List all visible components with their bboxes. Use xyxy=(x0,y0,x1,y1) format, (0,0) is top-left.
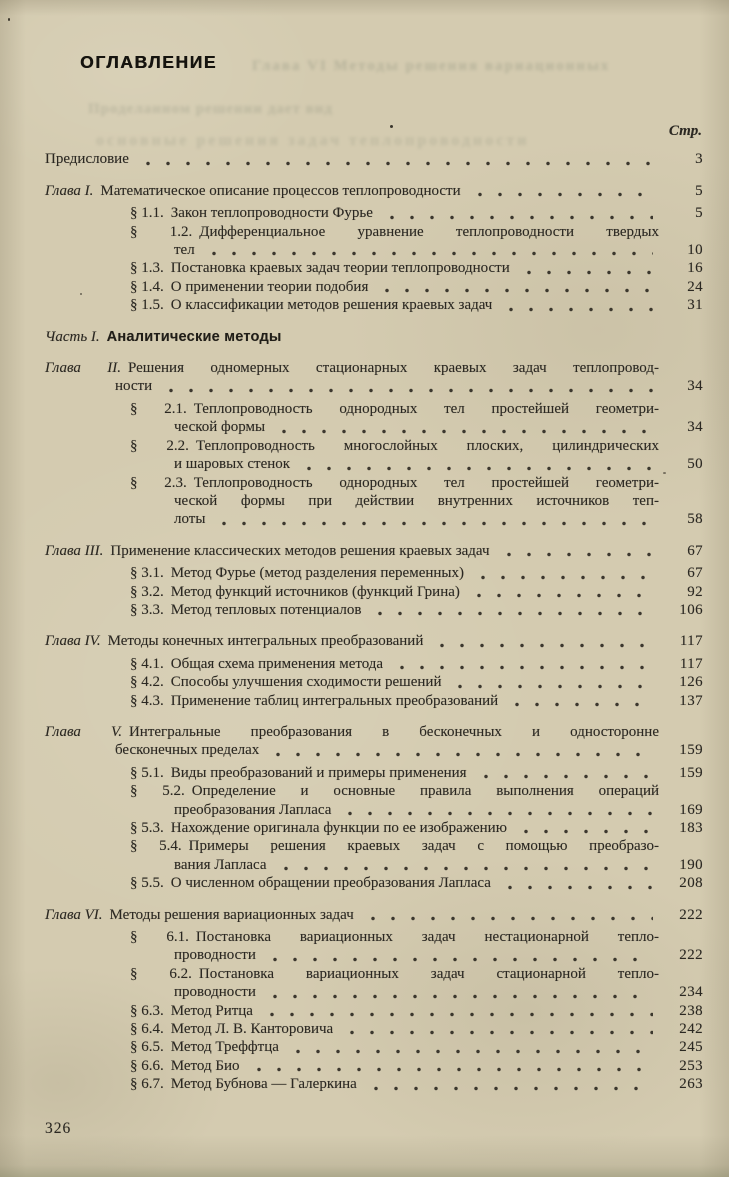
dot-leader xyxy=(473,575,653,580)
toc-entry-text xyxy=(130,400,659,418)
toc-group xyxy=(45,906,703,1094)
toc-section-entry xyxy=(45,1038,703,1056)
toc-page-number: 190 xyxy=(679,856,703,873)
toc-entry-title: Методы конечных интегральных преобразований xyxy=(107,633,424,650)
toc-chapter-entry xyxy=(45,632,703,650)
toc-line xyxy=(130,837,703,855)
toc-entry-title: лоты xyxy=(174,511,206,528)
toc-line xyxy=(130,1002,703,1020)
toc-entry-title: Теплопроводность однородных тел простейшей геометри- xyxy=(193,474,659,491)
toc-entry-title: Виды преобразований и примеры применения xyxy=(170,764,467,781)
toc-page-number: 58 xyxy=(687,511,703,528)
toc-line xyxy=(45,150,703,168)
toc-entry-title: Способы улучшения сходимости решений xyxy=(170,674,442,691)
toc-entry-text xyxy=(130,601,361,619)
toc-section-entry xyxy=(45,819,703,837)
toc-entry-title: Метод Бубнова — Галеркина xyxy=(170,1076,357,1093)
toc-entry-prefix: § 6.7. xyxy=(130,1076,164,1093)
toc-line xyxy=(130,1075,703,1093)
toc-page-number: 234 xyxy=(679,984,703,1001)
dot-leader xyxy=(214,521,653,526)
toc-line xyxy=(130,1038,703,1056)
toc-line xyxy=(130,204,703,222)
toc-line xyxy=(45,906,703,924)
toc-section-entry xyxy=(45,1002,703,1020)
toc-entry-title: Метод Био xyxy=(170,1057,240,1074)
toc-entry-prefix: § 2.1. xyxy=(130,400,187,417)
toc-entry-text xyxy=(45,359,659,377)
toc-page-number: 106 xyxy=(679,601,703,618)
toc-section-entry xyxy=(45,296,703,314)
bleed-through-line: основные решения задач теплопроводности xyxy=(96,132,530,149)
toc-group xyxy=(45,542,703,620)
toc-line xyxy=(130,819,703,837)
toc-entry-prefix: Глава II. xyxy=(45,360,121,377)
toc-page-number: 253 xyxy=(679,1057,703,1074)
toc-entry-prefix: § 1.3. xyxy=(130,260,164,277)
toc-entry-text xyxy=(130,564,464,582)
toc-sections xyxy=(45,564,703,619)
toc-group xyxy=(45,632,703,710)
toc-plain-entry xyxy=(45,150,703,168)
toc-entry-prefix: Глава VI. xyxy=(45,906,103,923)
toc-entry-text xyxy=(45,906,354,924)
dot-leader xyxy=(274,429,653,434)
toc-entry-text xyxy=(130,223,659,241)
toc-line xyxy=(45,359,703,377)
toc-entry-text xyxy=(174,946,256,964)
toc-entry-text xyxy=(174,241,195,259)
dot-leader xyxy=(469,593,653,598)
toc-line xyxy=(130,492,703,510)
toc-entry-title: Теплопроводность многослойных плоских, цилиндрических xyxy=(195,437,659,454)
toc-entry-title: О численном обращении преобразования Лапласа xyxy=(170,875,491,892)
toc-entry-text xyxy=(130,1020,333,1038)
toc-page-number: 263 xyxy=(679,1076,703,1093)
toc-entry-title: Аналитические методы xyxy=(106,328,282,345)
toc-page-number: 126 xyxy=(679,674,703,691)
toc-page-number: 67 xyxy=(687,542,703,559)
toc-page-number: 117 xyxy=(679,633,703,650)
toc-chapter-entry xyxy=(45,359,703,396)
dot-leader xyxy=(519,270,653,275)
dot-leader xyxy=(382,215,653,220)
dot-leader xyxy=(204,251,653,256)
toc-entry-text xyxy=(45,542,490,560)
dot-leader xyxy=(265,994,653,999)
toc-section-entry xyxy=(45,223,703,260)
toc-entry-text xyxy=(130,965,659,983)
toc-entry-prefix: § 5.4. xyxy=(130,838,182,855)
toc-page-number: 245 xyxy=(679,1039,703,1056)
toc-section-entry xyxy=(45,278,703,296)
dot-leader xyxy=(432,643,653,648)
dot-leader xyxy=(392,665,653,670)
toc-entry-title: тел xyxy=(174,242,195,259)
toc-entry-title: ческой формы xyxy=(174,419,266,436)
toc-line xyxy=(45,182,703,200)
toc-page-number: 34 xyxy=(687,378,703,395)
toc-entry-prefix: § 1.2. xyxy=(130,223,193,240)
toc-section-entry xyxy=(45,692,703,710)
toc-entry-title: Теплопроводность однородных тел простейшей геометри- xyxy=(193,400,659,417)
toc-page-number: 16 xyxy=(687,260,703,277)
toc-entry-text xyxy=(130,1075,357,1093)
toc-page-number: 117 xyxy=(679,655,703,672)
toc-page-number: 31 xyxy=(687,297,703,314)
toc-entry-prefix: § 6.4. xyxy=(130,1021,164,1038)
toc-entry-text xyxy=(45,328,282,346)
toc-entry-text xyxy=(130,655,383,673)
toc-section-entry xyxy=(45,874,703,892)
toc-entry-title: Математическое описание процессов теплопроводности xyxy=(100,182,461,199)
toc-page-number: 222 xyxy=(679,906,703,923)
toc-entry-title: О классификации методов решения краевых задач xyxy=(170,297,493,314)
toc-entry-text xyxy=(45,723,659,741)
toc-line xyxy=(130,1020,703,1038)
dot-leader xyxy=(507,702,653,707)
toc-entry-text xyxy=(130,782,659,800)
toc-sections xyxy=(45,764,703,893)
toc-line xyxy=(130,455,703,473)
bleed-through-line: Глава VI Методы решения вариационных xyxy=(252,58,611,74)
toc-section-entry xyxy=(45,1075,703,1093)
dot-leader xyxy=(516,829,653,834)
dot-leader xyxy=(340,811,653,816)
toc-entry-text xyxy=(130,259,510,277)
toc-entry-title: О применении теории подобия xyxy=(170,278,369,295)
toc-line xyxy=(45,723,703,741)
toc-line xyxy=(45,328,703,346)
toc-entry-title: Примеры решения краевых задач с помощью преобразо- xyxy=(188,838,659,855)
toc-page-number: 5 xyxy=(695,182,703,199)
toc-sections xyxy=(45,400,703,529)
toc-line xyxy=(130,655,703,673)
toc-entry-title: ности xyxy=(115,378,153,395)
toc-page-number: 92 xyxy=(687,583,703,600)
toc-group xyxy=(45,359,703,529)
toc-entry-title: Решения одномерных стационарных краевых задач теплопровод- xyxy=(128,360,659,377)
dot-leader xyxy=(370,611,653,616)
toc-entry-prefix: Глава III. xyxy=(45,542,104,559)
toc-entry-text xyxy=(174,492,659,510)
toc-entry-title: Общая схема применения метода xyxy=(170,655,384,672)
toc-entry-title: Применение таблиц интегральных преобразований xyxy=(170,692,499,709)
toc-line xyxy=(130,965,703,983)
toc-entry-text xyxy=(130,296,492,314)
toc-entry-text xyxy=(45,632,423,650)
toc-section-entry xyxy=(45,601,703,619)
toc-line xyxy=(130,437,703,455)
toc-entry-text xyxy=(130,819,507,837)
toc-entry-title: Метод тепловых потенциалов xyxy=(170,601,362,618)
dot-leader xyxy=(342,1030,653,1035)
page-column-header: Стр. xyxy=(668,123,702,139)
toc-entry-text xyxy=(174,455,290,473)
toc-group xyxy=(45,150,703,168)
toc-entry-title: Нахождение оригинала функции по ее изображению xyxy=(170,820,507,836)
toc-entry-text xyxy=(130,1057,240,1075)
toc-page-number: 159 xyxy=(679,764,703,781)
toc-entry-prefix: Глава I. xyxy=(45,182,94,199)
toc-entry-text xyxy=(130,1038,279,1056)
toc-entry-text xyxy=(115,741,259,759)
table-of-contents xyxy=(45,150,703,1093)
toc-line xyxy=(130,673,703,691)
toc-entry-text xyxy=(130,692,498,710)
toc-entry-prefix: § 3.2. xyxy=(130,583,164,600)
toc-sections xyxy=(45,928,703,1094)
toc-entry-text xyxy=(130,874,491,892)
toc-section-entry xyxy=(45,782,703,819)
toc-page-number: 169 xyxy=(679,801,703,818)
toc-entry-prefix: § 1.5. xyxy=(130,297,164,314)
toc-line xyxy=(45,632,703,650)
toc-page-number: 159 xyxy=(679,742,703,759)
toc-entry-title: Постановка краевых задач теории теплопроводности xyxy=(170,260,510,277)
toc-entry-title: Закон теплопроводности Фурье xyxy=(170,205,373,222)
toc-entry-text xyxy=(174,418,265,436)
toc-line xyxy=(130,259,703,277)
dot-leader xyxy=(249,1067,654,1072)
toc-group xyxy=(45,723,703,893)
dot-leader xyxy=(299,466,653,471)
toc-entry-prefix: § 2.2. xyxy=(130,437,189,454)
toc-line xyxy=(130,223,703,241)
toc-entry-title: Постановка вариационных задач стационарной тепло- xyxy=(198,965,659,982)
dot-leader xyxy=(366,1086,653,1091)
dot-leader xyxy=(288,1049,653,1054)
toc-section-entry xyxy=(45,400,703,437)
toc-entry-title: ческой формы при действии внутренних источников теп- xyxy=(174,492,659,509)
toc-entry-text xyxy=(130,583,460,601)
toc-entry-text xyxy=(45,182,461,200)
toc-entry-prefix: § 6.2. xyxy=(130,965,192,982)
toc-entry-title: Метод Л. В. Канторовича xyxy=(170,1021,334,1038)
toc-line xyxy=(130,782,703,800)
dot-leader xyxy=(499,552,653,557)
toc-entry-title: Предисловие xyxy=(45,151,129,168)
dot-leader xyxy=(450,684,653,689)
toc-line xyxy=(45,542,703,560)
toc-line xyxy=(130,692,703,710)
toc-line xyxy=(130,418,703,436)
toc-entry-text xyxy=(174,856,267,874)
toc-entry-title: проводности xyxy=(174,947,256,964)
dot-leader xyxy=(276,866,653,871)
toc-entry-title: Метод Фурье (метод разделения переменных) xyxy=(170,565,464,582)
toc-section-entry xyxy=(45,583,703,601)
toc-entry-prefix: § 1.1. xyxy=(130,205,164,222)
toc-page-number: 67 xyxy=(687,565,703,582)
dot-leader xyxy=(501,307,653,312)
toc-entry-prefix: § 6.1. xyxy=(130,929,189,946)
toc-entry-prefix: § 5.1. xyxy=(130,764,164,781)
toc-entry-text xyxy=(130,474,659,492)
toc-entry-prefix: § 6.5. xyxy=(130,1039,164,1056)
toc-section-entry xyxy=(45,437,703,474)
toc-line xyxy=(130,400,703,418)
toc-line xyxy=(130,983,703,1001)
toc-page-number: 208 xyxy=(679,875,703,892)
toc-entry-prefix: § 2.3. xyxy=(130,474,187,491)
toc-entry-title: Методы решения вариационных задач xyxy=(109,906,354,923)
toc-section-entry xyxy=(45,1020,703,1038)
toc-entry-prefix: § 5.3. xyxy=(130,820,164,836)
toc-section-entry xyxy=(45,837,703,874)
toc-section-entry xyxy=(45,928,703,965)
toc-entry-text xyxy=(45,150,129,168)
toc-group xyxy=(45,328,703,346)
toc-entry-text xyxy=(130,764,467,782)
toc-entry-text xyxy=(130,204,373,222)
paper-speck xyxy=(8,18,10,21)
toc-sections xyxy=(45,204,703,314)
toc-line xyxy=(130,764,703,782)
toc-line xyxy=(130,1057,703,1075)
toc-page-number: 238 xyxy=(679,1002,703,1019)
toc-page-number: 183 xyxy=(679,820,703,836)
toc-page-number: 137 xyxy=(679,692,703,709)
toc-entry-text xyxy=(174,801,331,819)
toc-section-entry xyxy=(45,474,703,529)
toc-entry-prefix: § 4.1. xyxy=(130,655,164,672)
toc-line xyxy=(130,564,703,582)
toc-page-number: 24 xyxy=(687,278,703,295)
toc-entry-text xyxy=(130,437,659,455)
toc-entry-title: проводности xyxy=(174,984,256,1001)
toc-section-entry xyxy=(45,204,703,222)
toc-section-entry xyxy=(45,1057,703,1075)
toc-chapter-entry xyxy=(45,906,703,924)
toc-page-number: 242 xyxy=(679,1021,703,1038)
toc-page-number: 34 xyxy=(687,419,703,436)
toc-entry-title: Метод Треффтца xyxy=(170,1039,279,1056)
page-content xyxy=(0,52,729,1138)
toc-entry-text xyxy=(130,928,659,946)
dot-leader xyxy=(377,288,653,293)
toc-entry-prefix: § 4.3. xyxy=(130,692,164,709)
toc-part-entry xyxy=(45,328,703,346)
toc-line xyxy=(130,278,703,296)
toc-section-entry xyxy=(45,673,703,691)
toc-chapter-entry xyxy=(45,723,703,760)
dot-leader xyxy=(363,916,653,921)
toc-entry-text xyxy=(130,1002,253,1020)
toc-line xyxy=(130,801,703,819)
toc-line xyxy=(130,510,703,528)
toc-entry-prefix: § 6.6. xyxy=(130,1057,164,1074)
toc-section-entry xyxy=(45,564,703,582)
toc-line xyxy=(130,296,703,314)
toc-line xyxy=(45,741,703,759)
toc-page-number: 10 xyxy=(687,242,703,259)
toc-page-number: 5 xyxy=(695,205,703,222)
toc-section-entry xyxy=(45,655,703,673)
toc-sections xyxy=(45,655,703,710)
toc-entry-prefix: § 3.1. xyxy=(130,565,164,582)
dot-leader xyxy=(476,774,653,779)
toc-page-number: 222 xyxy=(679,947,703,964)
toc-line xyxy=(130,874,703,892)
toc-entry-prefix: § 5.5. xyxy=(130,875,164,892)
toc-entry-title: Дифференциальное уравнение теплопроводности твердых xyxy=(199,223,659,240)
toc-entry-prefix: Глава V. xyxy=(45,723,122,740)
toc-entry-text xyxy=(130,673,441,691)
toc-entry-prefix: § 1.4. xyxy=(130,278,164,295)
toc-entry-prefix: Глава IV. xyxy=(45,633,101,650)
toc-section-entry xyxy=(45,965,703,1002)
dot-leader xyxy=(138,161,653,166)
toc-entry-title: вания Лапласа xyxy=(174,856,267,873)
toc-group xyxy=(45,182,703,315)
toc-line xyxy=(45,377,703,395)
bleed-through-line: Проделанном решении дает вид xyxy=(88,101,333,117)
dot-leader xyxy=(500,885,653,890)
toc-chapter-entry xyxy=(45,542,703,560)
toc-entry-text xyxy=(174,510,205,528)
toc-entry-prefix: § 3.3. xyxy=(130,601,164,618)
toc-entry-title: Метод Ритца xyxy=(170,1002,253,1019)
dot-leader xyxy=(265,957,653,962)
toc-page-number: 50 xyxy=(687,456,703,473)
toc-entry-title: Метод функций источников (функций Грина) xyxy=(170,583,460,600)
toc-entry-title: бесконечных пределах xyxy=(115,742,260,759)
toc-entry-title: Постановка вариационных задач нестационарной тепло- xyxy=(195,929,660,946)
toc-entry-prefix: Часть I. xyxy=(45,328,100,345)
folio-page-number: 326 xyxy=(45,1119,72,1137)
toc-line xyxy=(130,241,703,259)
toc-entry-title: Определение и основные правила выполнения операций xyxy=(191,783,660,800)
toc-entry-prefix: § 6.3. xyxy=(130,1002,164,1019)
dot-leader xyxy=(262,1012,653,1017)
toc-entry-text xyxy=(130,837,659,855)
dot-leader xyxy=(470,192,653,197)
toc-entry-text xyxy=(115,377,152,395)
toc-line xyxy=(130,583,703,601)
toc-line xyxy=(130,856,703,874)
toc-entry-text xyxy=(174,983,256,1001)
toc-entry-text xyxy=(130,278,368,296)
page-title: ОГЛАВЛЕНИЕ xyxy=(80,52,218,72)
toc-section-entry xyxy=(45,259,703,277)
toc-entry-title: и шаровых стенок xyxy=(174,456,291,473)
dot-leader xyxy=(268,752,653,757)
toc-chapter-entry xyxy=(45,182,703,200)
toc-entry-title: Применение классических методов решения краевых задач xyxy=(110,542,490,559)
toc-entry-prefix: § 4.2. xyxy=(130,674,164,691)
toc-entry-title: преобразования Лапласа xyxy=(174,801,332,818)
toc-entry-prefix: § 5.2. xyxy=(130,783,185,800)
toc-line xyxy=(130,946,703,964)
toc-section-entry xyxy=(45,764,703,782)
toc-entry-title: Интегральные преобразования в бесконечных и односторонне xyxy=(128,723,659,740)
toc-line xyxy=(130,474,703,492)
toc-line xyxy=(130,601,703,619)
toc-page-number: 3 xyxy=(695,151,703,168)
dot-leader xyxy=(161,388,653,393)
toc-line xyxy=(130,928,703,946)
